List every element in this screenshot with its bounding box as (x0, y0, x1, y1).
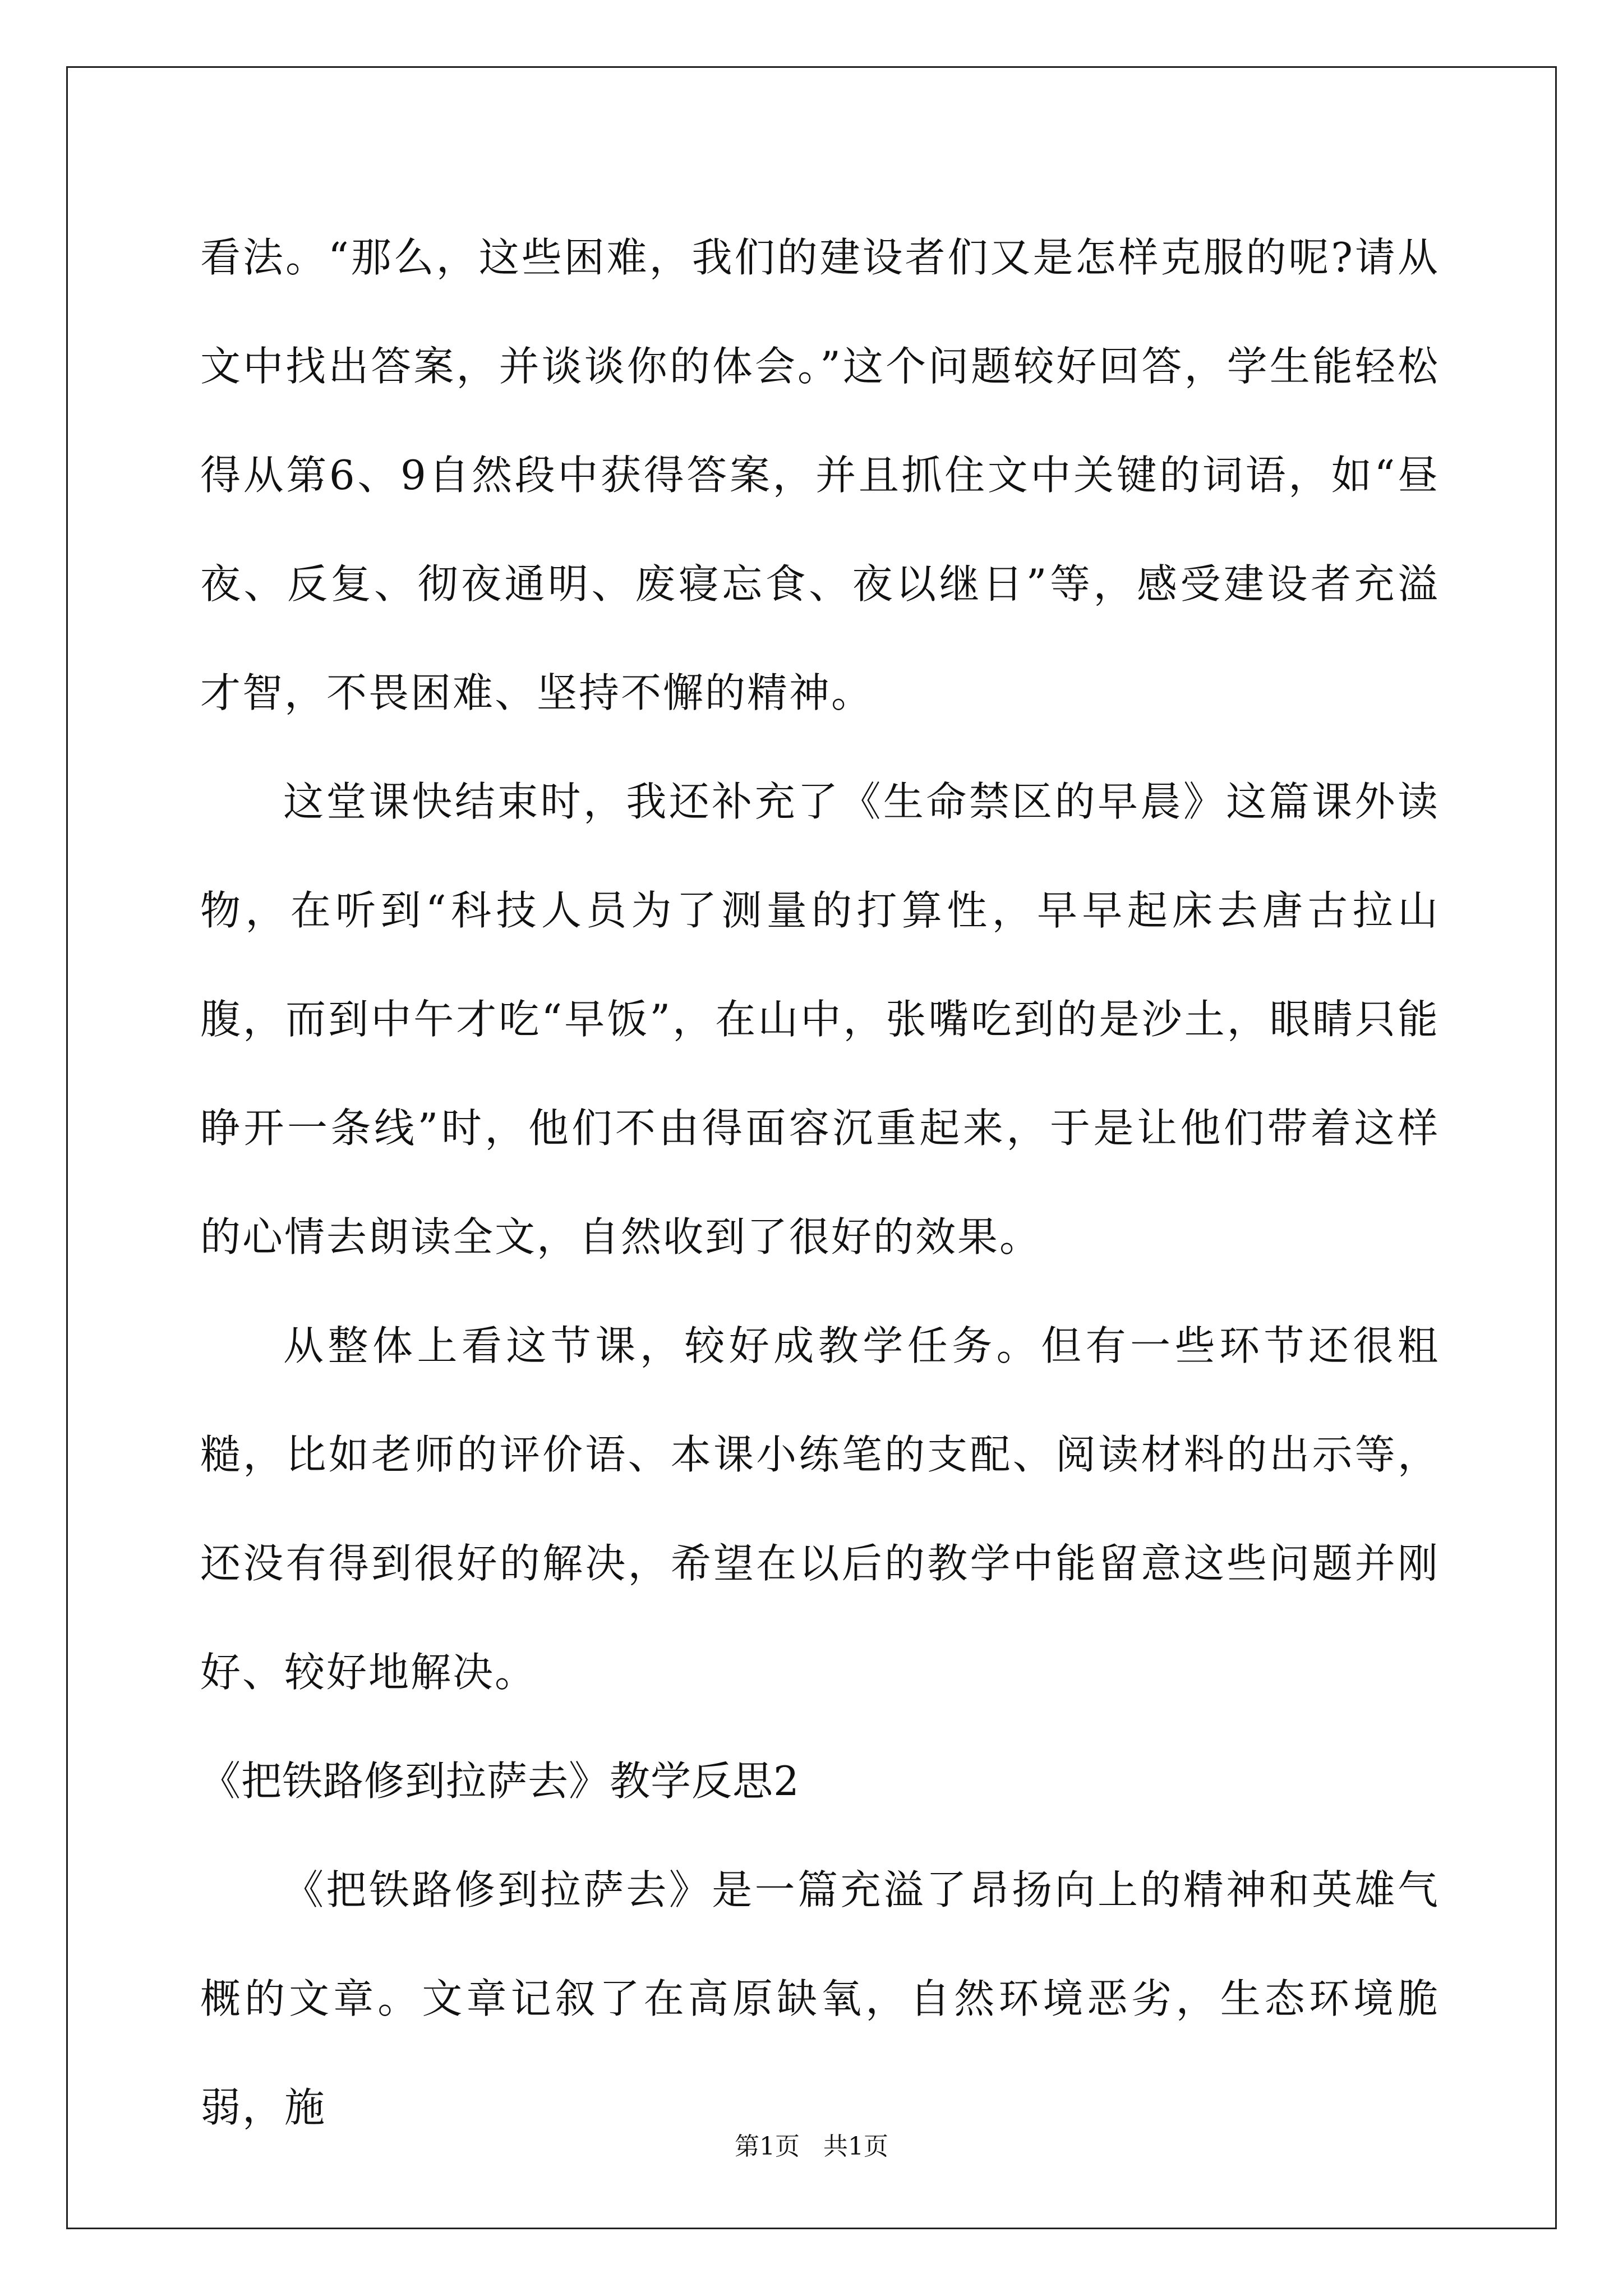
paragraph-1: 看法。“那么，这些困难，我们的建设者们又是怎样克服的呢?请从文中找出答案，并谈谈你的体会。”这个问题较好回答，学生能轻松得从第6、9自然段中获得答案，并且抓住文中关键的词语，如“昼夜、反复、彻夜通明、废寝忘食、夜以继日”等，感受建设者充溢才智，不畏困难、坚持不懈的精神。 (200, 234, 1440, 716)
page-footer (0, 2126, 1623, 2162)
page-total: 共1页 (823, 2132, 888, 2161)
page-number: 第1页 (735, 2132, 800, 2161)
paragraph-2: 这堂课快结束时，我还补充了《生命禁区的早晨》这篇课外读物，在听到“科技人员为了测量的打算性，早早起床去唐古拉山腹，而到中午才吃“早饭”，在山中，张嘴吃到的是沙土，眼睛只能睁开一条线”时，他们不由得面容沉重起来，于是让他们带着这样的心情去朗读全文，自然收到了很好的效果。 (200, 778, 1440, 1260)
section-heading: 《把铁路修到拉萨去》教学反思2 (200, 1757, 800, 1805)
document-body (200, 203, 1440, 2162)
paragraph-3: 从整体上看这节课，较好成教学任务。但有一些环节还很粗糙，比如老师的评价语、本课小练笔的支配、阅读材料的出示等，还没有得到很好的解决，希望在以后的教学中能留意这些问题并刚好、较好地解决。 (200, 1322, 1440, 1696)
section-paragraph-1: 《把铁路修到拉萨去》是一篇充溢了昂扬向上的精神和英雄气概的文章。文章记叙了在高原缺氧，自然环境恶劣，生态环境脆弱，施 (200, 1866, 1440, 2131)
